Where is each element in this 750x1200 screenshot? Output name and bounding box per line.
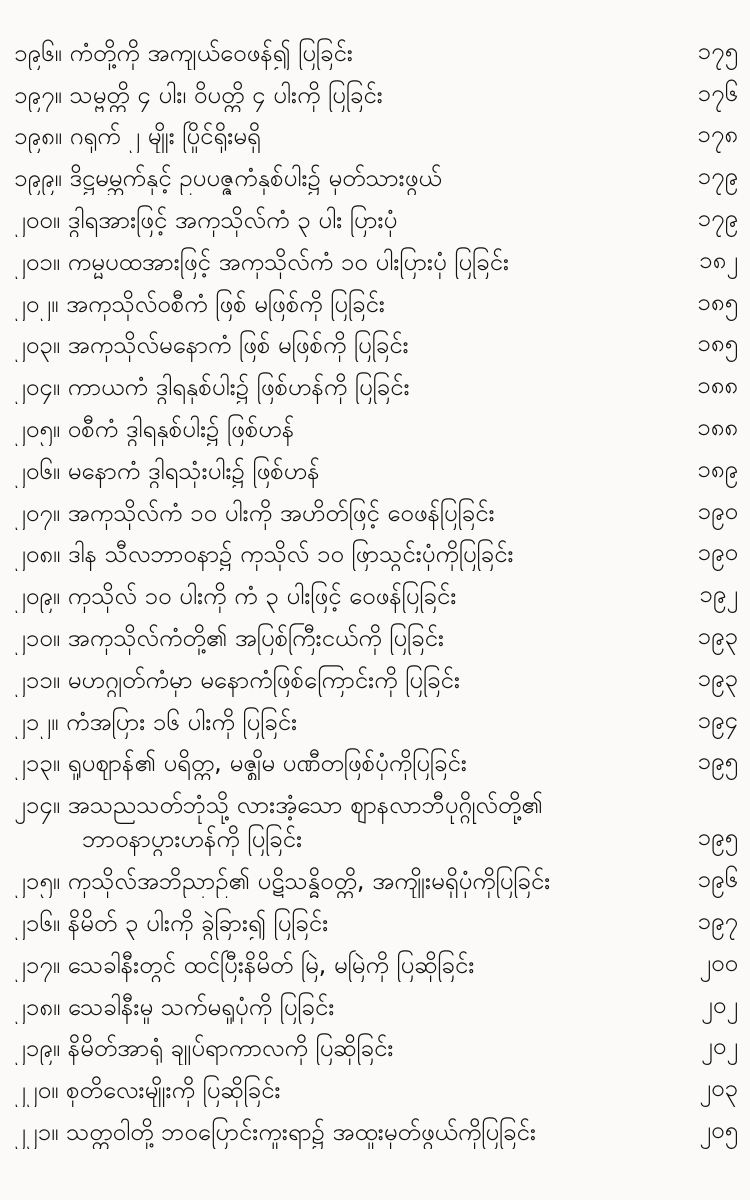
toc-entry [14, 321, 738, 363]
toc-entry-title-line: ၂၀၅။ ဝစီကံ ဒွါရနှစ်ပါး၌ ဖြစ်ဟန် [14, 414, 295, 443]
toc-entry-title [14, 412, 672, 446]
toc-entry-page-number: ၁၉၆ [697, 865, 738, 894]
toc-entry-title-line: ၁၉၉။ ဒိဋ္ဌမမ္ဘက်နှင့် ဥပပဇ္ဇကံနှစ်ပါး၌ မှတ်သားဖွယ် [14, 164, 442, 193]
toc-entry-title-line: ၂၁၇။ သေခါနီးတွင် ထင်ပြီးနိမိတ် မြဲ, မမြဲကို ပြဆိုခြင်း [14, 950, 475, 979]
toc-entry-page-number: ၂၀၀ [699, 948, 738, 977]
toc-entry-title-line: ၂၀၁။ ကမ္မပထအားဖြင့် အကုသိုလ်ကံ ၁၀ ပါးပြားပုံ ပြခြင်း [14, 247, 509, 276]
toc-entry-title-line: ၂၀၆။ မနောကံ ဒွါရသုံးပါး၌ ဖြစ်ဟန် [14, 456, 320, 485]
toc-entry-title-line: ၂၀၇။ အကုသိုလ်ကံ ၁၀ ပါးကို အဟိတ်ဖြင့် ဝေဖန်ပြခြင်း [14, 498, 495, 527]
toc-entry-page-number: ၁၉၀ [697, 538, 738, 567]
toc-entry-title-line: ၂၂၁။ သတ္တဝါတို့ ဘဝပြောင်းကူးရာ၌ အထူးမှတ်ဖွယ်ကိုပြခြင်း [14, 1117, 536, 1146]
toc-entry-page-number: ၁၉၃ [697, 621, 738, 650]
toc-entry-title-line: ၂၀၄။ ကာယကံ ဒွါရနှစ်ပါး၌ ဖြစ်ဟန်ကို ပြခြင်း [14, 373, 410, 402]
toc-entry-title [14, 788, 672, 856]
toc-entry-title [14, 119, 672, 153]
toc-entry-title-line: ၂၁၉။ နိမိတ်အာရုံ ချုပ်ရာကာလကို ပြဆိုခြင်း [14, 1034, 394, 1063]
toc-entry-page-number: ၁၉၅ [697, 823, 738, 852]
toc-entry [14, 195, 738, 237]
toc-entry-title [14, 161, 672, 195]
toc-entry-title-line: ၂၂၀။ စုတိလေးမျိုးကို ပြဆိုခြင်း [14, 1076, 281, 1105]
toc-entry-page-number: ၁၉၅ [697, 747, 738, 776]
toc-entry-title [14, 245, 672, 279]
toc-entry [14, 780, 738, 856]
toc-entry-title [14, 1031, 672, 1065]
toc-entry-page-number: ၁၈၈ [697, 412, 738, 441]
toc-entry [14, 488, 738, 530]
toc-entry-title [14, 496, 672, 530]
toc-entry-page-number: ၁၇၈ [697, 120, 738, 149]
toc-entry-title [14, 36, 672, 70]
toc-entry [14, 28, 738, 70]
toc-entry-page-number: ၁၈၂ [699, 245, 738, 274]
toc-entry-title-line: ၂၀၀။ ဒွါရအားဖြင့် အကုသိုလ်ကံ ၃ ပါး ပြားပုံ [14, 205, 398, 234]
toc-entry-title [14, 287, 672, 321]
toc-entry-title-line: ၂၁၃။ ရူပဈာန်၏ ပရိတ္တ, မဇ္ဈိမ ပဏီတဖြစ်ပုံကိုပြခြင်း [14, 749, 467, 778]
toc-entry-page-number: ၂၀၃ [699, 1074, 738, 1103]
toc-entry-page-number: ၁၈၉ [697, 454, 738, 483]
toc-entry [14, 446, 738, 488]
toc-entry-page-number: ၁၉၇ [697, 906, 738, 935]
toc-entry [14, 940, 738, 982]
toc-entry [14, 153, 738, 195]
toc-entry-title-line: ၁၉၇။ သမ္ဗတ္တိ ၄ ပါး၊ ဝိပတ္တိ ၄ ပါးကို ပြခြင်း [14, 80, 383, 109]
toc-entry [14, 404, 738, 446]
toc-entry-title [14, 78, 672, 112]
toc-entry-page-number: ၂၀၂ [700, 990, 738, 1019]
toc-entry [14, 571, 738, 613]
toc-entry-title-line: ၂၀၂။ အကုသိုလ်ဝစီကံ ဖြစ် မဖြစ်ကို ပြခြင်း [14, 289, 385, 318]
toc-entry [14, 112, 738, 154]
toc-entry [14, 362, 738, 404]
toc-entry-page-number: ၁၈၅ [697, 287, 738, 316]
toc-entry [14, 982, 738, 1024]
toc-entry [14, 237, 738, 279]
toc-entry-title [14, 621, 672, 655]
toc-entry-title [14, 203, 672, 237]
toc-entry-title [14, 746, 672, 780]
toc-entry [14, 530, 738, 572]
toc-entry-title [14, 579, 672, 613]
toc-entry-page-number: ၁၈၅ [697, 329, 738, 358]
toc-entry-page-number: ၁၇၅ [697, 36, 738, 65]
toc-entry [14, 279, 738, 321]
toc-entry-title [14, 663, 672, 697]
toc-entry-page-number: ၁၈၈ [697, 371, 738, 400]
toc-entry [14, 898, 738, 940]
toc-entry-title [14, 1115, 672, 1149]
toc-entry-title-line: ၂၁၁။ မဟဂ္ဂုတ်ကံမှာ မနောကံဖြစ်ကြောင်းကို ပြခြင်း [14, 665, 460, 694]
toc-entry-page-number: ၁၉၀ [697, 496, 738, 525]
toc-entry-title [14, 906, 672, 940]
toc-entry-title-line: ၁၉၈။ ဂရုက် ၂ မျိုး ပြိုင်ရိုးမရှိ [14, 122, 261, 151]
toc-entry-title-line: ၂၁၀။ အကုသိုလ်ကံတို့၏ အပြစ်ကြီးငယ်ကို ပြခြင်း [14, 623, 444, 652]
toc-entry-page-number: ၁၉၃ [697, 663, 738, 692]
toc-entry-title [14, 990, 672, 1024]
toc-entry [14, 70, 738, 112]
toc-entry-page-number: ၁၇၉ [697, 162, 738, 191]
toc-entry [14, 613, 738, 655]
toc-entry-page-number: ၁၉၄ [697, 705, 738, 734]
toc-entry-title [14, 948, 672, 982]
toc-entry-page-number: ၂၀၂ [700, 1032, 738, 1061]
toc-entry [14, 856, 738, 898]
toc-entry-title [14, 537, 672, 571]
toc-entry [14, 655, 738, 697]
toc-entry [14, 1065, 738, 1107]
toc-entry-title-line: ၂၁၈။ သေခါနီးမှု သက်မရှုပုံကို ပြခြင်း [14, 992, 335, 1021]
toc-entry-page-number: ၂၀၅ [699, 1115, 738, 1144]
toc-entry-page-number: ၁၇၆ [697, 78, 738, 107]
table-of-contents [14, 28, 738, 1149]
toc-entry [14, 697, 738, 739]
toc-entry [14, 739, 738, 781]
toc-entry-title-line: ၂၀၃။ အကုသိုလ်မနောကံ ဖြစ် မဖြစ်ကို ပြခြင်း [14, 331, 409, 360]
toc-entry-title-line: ၁၉၆။ ကံတို့ကို အကျယ်ဝေဖန်၍ ပြခြင်း [14, 38, 353, 67]
toc-entry-title [14, 370, 672, 404]
toc-entry-page-number: ၁၇၉ [697, 203, 738, 232]
toc-entry-title [14, 328, 672, 362]
toc-entry-title-continuation: ဘာဝနာပွားဟန်ကို ပြခြင်း [82, 825, 303, 854]
toc-entry-title-line: ၂၁၄။ အသညသတ်ဘုံသို့ လားအံ့သော ဈာနလာဘီပုဂ္ဂိုလ်တို့၏ [14, 791, 543, 820]
toc-entry-title-line: ၂၁၅။ ကုသိုလ်အဘိညာဉ်၏ ပဋိသန္ဓိဝတ္တိ, အကျိုးမရှိပုံကိုပြခြင်း [14, 867, 551, 896]
toc-entry-title-line: ၂၀၈။ ဒါန သီလဘာဝနာ၌ ကုသိုလ် ၁၀ ဖြာသွင်းပုံကိုပြခြင်း [14, 540, 514, 569]
toc-entry-title-line: ၂၁၂။ ကံအပြား ၁၆ ပါးကို ပြခြင်း [14, 707, 298, 736]
toc-entry-title [14, 1073, 672, 1107]
toc-entry [14, 1107, 738, 1149]
toc-entry [14, 1024, 738, 1066]
toc-entry-title-line: ၂၁၆။ နိမိတ် ၃ ပါးကို ခွဲခြား၍ ပြခြင်း [14, 908, 329, 937]
toc-entry-title [14, 454, 672, 488]
toc-entry-title [14, 864, 672, 898]
toc-entry-page-number: ၁၉၂ [699, 580, 738, 609]
toc-entry-title [14, 705, 672, 739]
toc-entry-title-line: ၂၀၉။ ကုသိုလ် ၁၀ ပါးကို ကံ ၃ ပါးဖြင့် ဝေဖန်ပြခြင်း [14, 582, 457, 611]
